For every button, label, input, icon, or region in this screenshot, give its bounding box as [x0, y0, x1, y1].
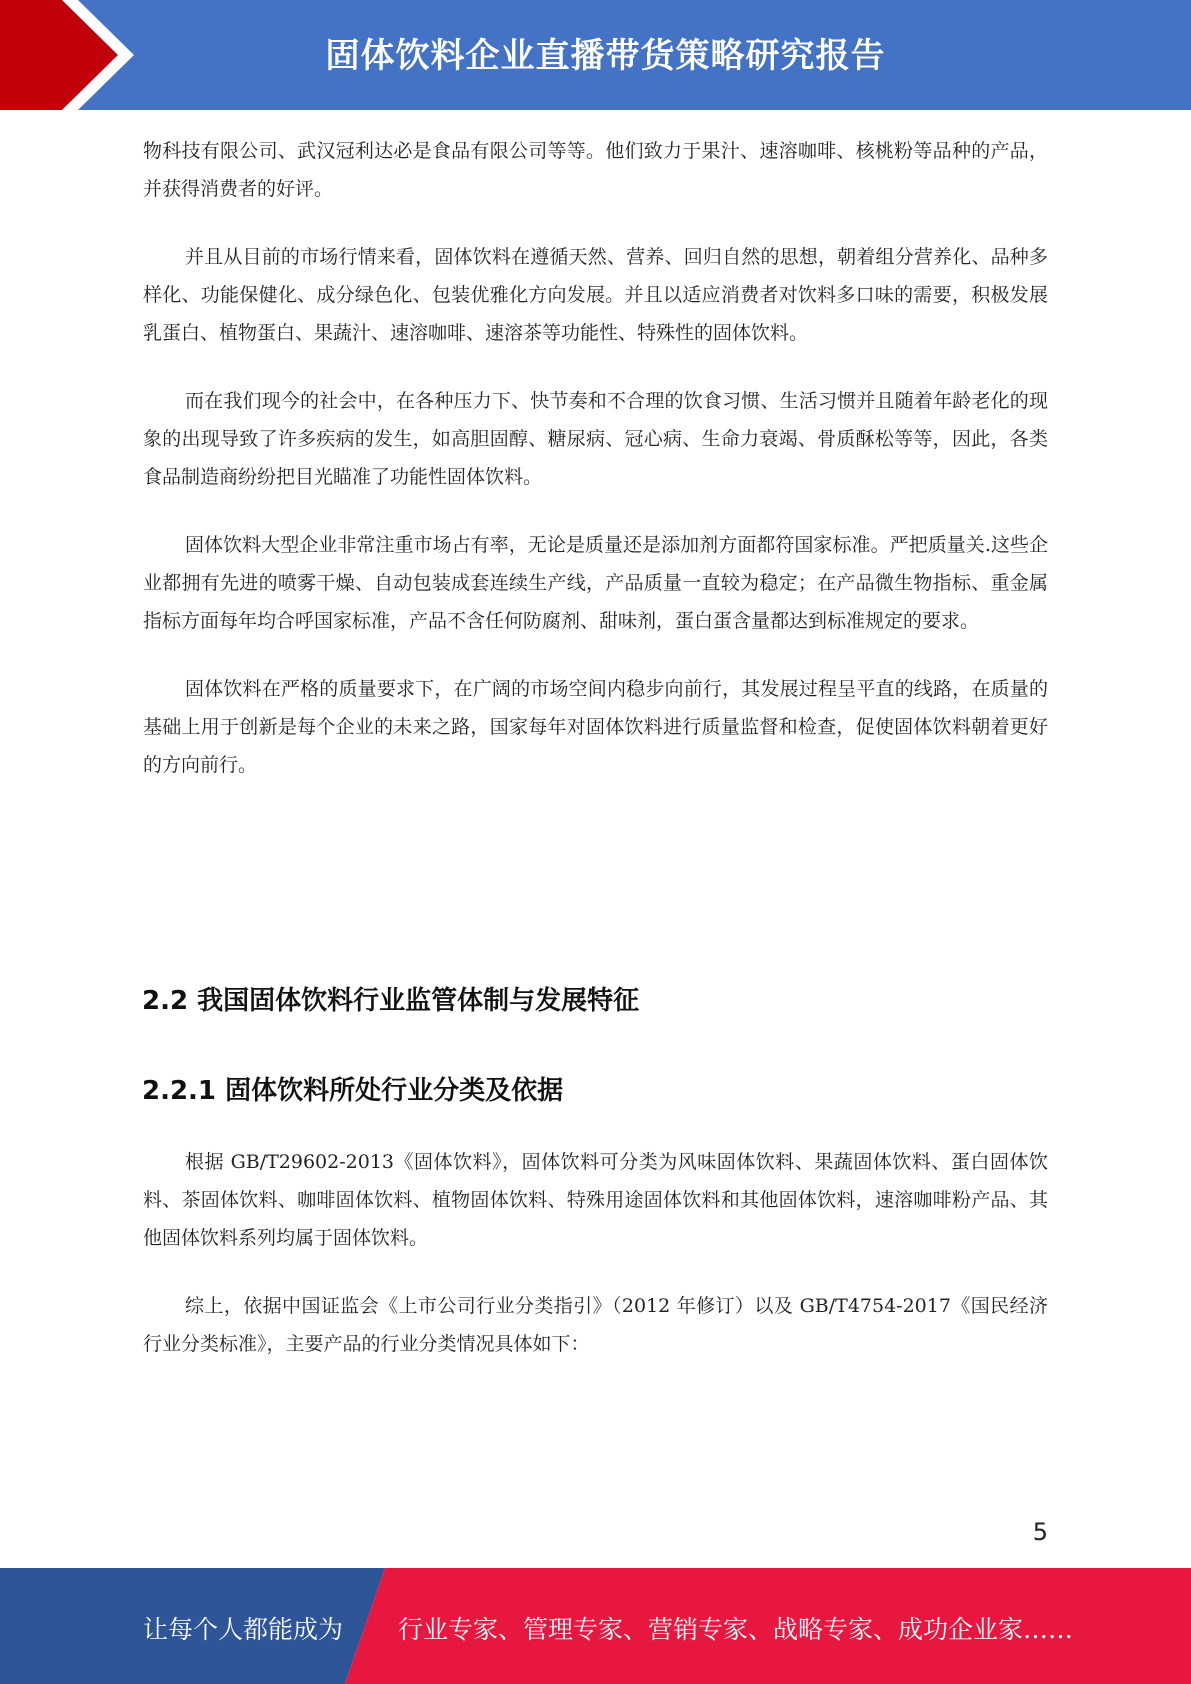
paragraph: 固体饮料大型企业非常注重市场占有率，无论是质量还是添加剂方面都符国家标准。严把质量关.这些企业都拥有先进的喷雾干燥、自动包装成套连续生产线，产品质量一直较为稳定；在产品微生物指标、重金属指标方面每年均合呼国家标准，产品不含任何防腐剂、甜味剂，蛋白蛋含量都达到标准规定的要求。	[143, 534, 1048, 632]
section-heading-2-2-1: 2.2.1 固体饮料所处行业分类及依据	[142, 1076, 564, 1106]
page-footer	[0, 1568, 1191, 1684]
paragraph: 并且从目前的市场行情来看，固体饮料在遵循天然、营养、回归自然的思想，朝着组分营养化、品种多样化、功能保健化、成分绿色化、包装优雅化方向发展。并且以适应消费者对饮料多口味的需要，积极发展乳蛋白、植物蛋白、果蔬汁、速溶咖啡、速溶茶等功能性、特殊性的固体饮料。	[143, 246, 1048, 344]
paragraph: 物科技有限公司、武汉冠利达必是食品有限公司等等。他们致力于果汁、速溶咖啡、核桃粉等品种的产品，并获得消费者的好评。	[143, 140, 1048, 200]
paragraph: 固体饮料在严格的质量要求下，在广阔的市场空间内稳步向前行，其发展过程呈平直的线路，在质量的基础上用于创新是每个企业的未来之路，国家每年对固体饮料进行质量监督和检查，促使固体饮料朝着更好的方向前行。	[143, 678, 1048, 776]
paragraph: 而在我们现今的社会中，在各种压力下、快节奏和不合理的饮食习惯、生活习惯并且随着年龄老化的现象的出现导致了许多疾病的发生，如高胆固醇、糖尿病、冠心病、生命力衰竭、骨质酥松等等，因此，各类食品制造商纷纷把目光瞄准了功能性固体饮料。	[143, 390, 1048, 488]
footer-slogan-right: 行业专家、管理专家、营销专家、战略专家、成功企业家……	[398, 1615, 1074, 1644]
body-text	[143, 132, 1048, 784]
section-heading-2-2: 2.2 我国固体饮料行业监管体制与发展特征	[142, 986, 640, 1016]
footer-slogan-left: 让每个人都能成为	[143, 1615, 344, 1644]
report-title: 固体饮料企业直播带货策略研究报告	[325, 36, 886, 76]
page-header	[0, 0, 1191, 110]
paragraph: 根据 GB/T29602-2013《固体饮料》，固体饮料可分类为风味固体饮料、果蔬固体饮料、蛋白固体饮料、茶固体饮料、咖啡固体饮料、植物固体饮料、特殊用途固体饮料和其他固体饮料，速溶咖啡粉产品、其他固体饮料系列均属于固体饮料。	[143, 1151, 1048, 1249]
body-text-section	[143, 1143, 1048, 1363]
paragraph: 综上，依据中国证监会《上市公司行业分类指引》（2012 年修订）以及 GB/T4754-2017《国民经济行业分类标准》，主要产品的行业分类情况具体如下：	[143, 1295, 1048, 1355]
page-number: 5	[1032, 1518, 1048, 1546]
